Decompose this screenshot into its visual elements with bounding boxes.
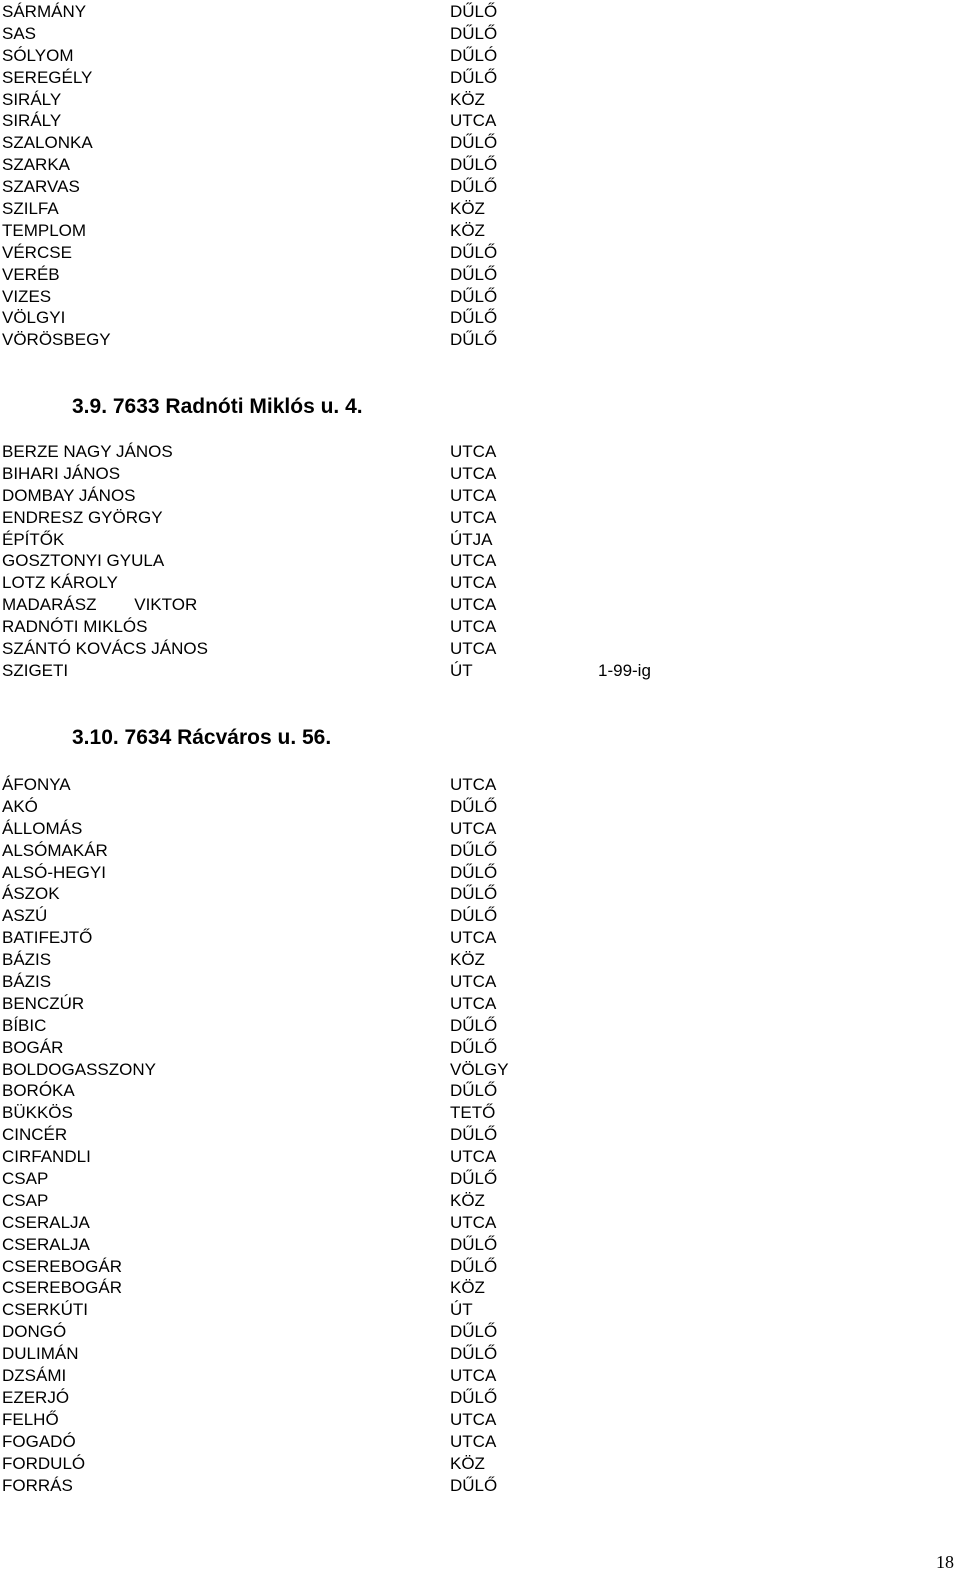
street-row [0, 286, 960, 308]
street-row [0, 638, 960, 660]
street-row [0, 1234, 960, 1256]
street-row [0, 572, 960, 594]
street-name: BORÓKA [2, 1081, 75, 1101]
street-type: DŰLŐ [450, 264, 498, 284]
street-row [0, 110, 960, 132]
street-name: ÁLLOMÁS [2, 818, 83, 838]
street-type: DŰLŐ [450, 23, 498, 43]
street-type: DŰLŐ [450, 177, 498, 197]
street-row [0, 905, 960, 927]
street-row [0, 1015, 960, 1037]
street-row [0, 198, 960, 220]
street-row [0, 1431, 960, 1453]
street-row [0, 441, 960, 463]
street-name: CSEREBOGÁR [2, 1256, 122, 1276]
street-name: VÉRCSE [2, 242, 72, 262]
street-row [0, 507, 960, 529]
street-name: SIRÁLY [2, 89, 62, 109]
street-name: ÉPÍTŐK [2, 529, 65, 549]
street-type: DŰLŐ [450, 1475, 498, 1495]
street-row [0, 1124, 960, 1146]
page-number: 18 [936, 1552, 954, 1572]
street-type: KÖZ [450, 1453, 485, 1473]
street-name: SZARVAS [2, 177, 80, 197]
street-type: UTCA [450, 775, 497, 794]
street-name: EZERJÓ [2, 1387, 70, 1407]
street-type: DŰLŐ [450, 286, 498, 306]
street-type: UTCA [450, 972, 497, 992]
street-type: UTCA [450, 993, 497, 1013]
street-type: DŰLÓ [450, 45, 498, 65]
street-name: CSAP [2, 1190, 49, 1210]
street-type: KÖZ [450, 1278, 485, 1298]
street-row [0, 1321, 960, 1343]
street-name: BATIFEJTŐ [2, 928, 93, 948]
street-type: UTCA [450, 551, 497, 571]
street-row [0, 89, 960, 111]
street-row [0, 1146, 960, 1168]
street-type: UTCA [450, 1212, 497, 1232]
street-name: FORRÁS [2, 1475, 73, 1495]
street-list-3-10 [0, 774, 960, 1496]
street-name: ALSÓ-HEGYI [2, 862, 106, 882]
street-type: UTCA [450, 928, 497, 948]
street-name: VERÉB [2, 264, 60, 284]
street-type: DŰLŐ [450, 1256, 498, 1276]
street-type: DŰLŐ [450, 862, 498, 882]
street-type: DŰLŐ [450, 308, 498, 328]
street-row [0, 176, 960, 198]
street-type: DŰLŐ [450, 884, 498, 904]
street-name: GOSZTONYI GYULA [2, 551, 165, 571]
street-row [0, 883, 960, 905]
street-name: BÁZIS [2, 950, 52, 970]
street-name: CSERALJA [2, 1212, 90, 1232]
street-type: DŰLŐ [450, 133, 498, 153]
street-row [0, 154, 960, 176]
street-row [0, 1080, 960, 1102]
street-type: DŰLŐ [450, 1344, 498, 1364]
street-name: TEMPLOM [2, 220, 87, 240]
street-type: DŰLŐ [450, 1125, 498, 1145]
street-name: FELHŐ [2, 1409, 59, 1429]
street-name: VÖRÖSBEGY [2, 330, 111, 350]
street-type: ÚTJA [450, 529, 493, 549]
street-row [0, 220, 960, 242]
street-row [0, 1059, 960, 1081]
street-type: KÖZ [450, 89, 485, 109]
street-type: DŰLŐ [450, 1387, 498, 1407]
street-name: BERZE NAGY JÁNOS [2, 442, 173, 461]
street-type: UTCA [450, 507, 497, 527]
street-name: ÁFONYA [2, 775, 71, 794]
street-name: ALSÓMAKÁR [2, 840, 108, 860]
street-type: DŰLŐ [450, 155, 498, 175]
street-name: DONGÓ [2, 1322, 67, 1342]
street-name: VIZES [2, 286, 52, 306]
street-row [0, 818, 960, 840]
street-row [0, 840, 960, 862]
street-row [0, 1343, 960, 1365]
street-type: UTCA [450, 818, 497, 838]
street-name: CIRFANDLI [2, 1147, 91, 1167]
street-name: CSEREBOGÁR [2, 1278, 122, 1298]
street-name: SZARKA [2, 155, 71, 175]
street-row [0, 1168, 960, 1190]
street-row [0, 949, 960, 971]
street-row [0, 1212, 960, 1234]
street-row [0, 1, 960, 23]
street-row [0, 1256, 960, 1278]
street-type: VÖLGY [450, 1059, 509, 1079]
street-row [0, 1475, 960, 1497]
section-heading-3-9: 3.9. 7633 Radnóti Miklós u. 4. [72, 395, 363, 418]
street-name: FOGADÓ [2, 1431, 76, 1451]
street-name: AKÓ [2, 796, 38, 816]
street-type: UTCA [450, 485, 497, 505]
street-type: ÚT [450, 1300, 473, 1320]
street-type: KÖZ [450, 1190, 485, 1210]
street-name: SÓLYOM [2, 45, 74, 65]
street-name: SZILFA [2, 199, 59, 219]
street-type: DŰLŐ [450, 1322, 498, 1342]
street-row [0, 1277, 960, 1299]
street-name: BIHARI JÁNOS [2, 463, 121, 483]
street-type: UTCA [450, 573, 497, 593]
street-row [0, 1453, 960, 1475]
street-name: MADARÁSZ VIKTOR [2, 595, 198, 615]
street-row [0, 485, 960, 507]
street-name: SZALONKA [2, 133, 93, 153]
street-row [0, 862, 960, 884]
street-row [0, 993, 960, 1015]
street-type: DŰLŐ [450, 1234, 498, 1254]
street-row [0, 927, 960, 949]
street-name: SEREGÉLY [2, 67, 93, 87]
street-row [0, 132, 960, 154]
street-type: DŰLŐ [450, 2, 498, 21]
street-name: FORDULÓ [2, 1453, 86, 1473]
street-type: UTCA [450, 1431, 497, 1451]
street-type: DŰLŐ [450, 796, 498, 816]
street-row [0, 796, 960, 818]
street-name: BENCZÚR [2, 993, 85, 1013]
street-row [0, 1102, 960, 1124]
street-row [0, 463, 960, 485]
street-name: CSERALJA [2, 1234, 90, 1254]
street-name: CINCÉR [2, 1125, 68, 1145]
street-row [0, 529, 960, 551]
street-type: UTCA [450, 639, 497, 659]
street-row [0, 550, 960, 572]
street-type: UTCA [450, 1409, 497, 1429]
street-type: UTCA [450, 1147, 497, 1167]
street-type: TETŐ [450, 1103, 496, 1123]
street-type: UTCA [450, 595, 497, 615]
street-type: KÖZ [450, 220, 485, 240]
street-type: KÖZ [450, 199, 485, 219]
street-name: SZIGETI [2, 660, 69, 680]
street-row [0, 660, 960, 682]
street-row [0, 23, 960, 45]
street-name: DULIMÁN [2, 1344, 79, 1364]
street-type: UTCA [450, 442, 497, 461]
street-row [0, 264, 960, 286]
street-type: ÚT [450, 660, 473, 680]
street-name: SZÁNTÓ KOVÁCS JÁNOS [2, 639, 208, 659]
street-type: UTCA [450, 111, 497, 131]
street-name: CSAP [2, 1169, 49, 1189]
street-type: DŰLŐ [450, 330, 498, 350]
street-row [0, 67, 960, 89]
street-name: RADNÓTI MIKLÓS [2, 617, 148, 637]
street-type: UTCA [450, 617, 497, 637]
street-name: CSERKÚTI [2, 1300, 88, 1320]
street-type: DŰLŐ [450, 242, 498, 262]
street-row [0, 1190, 960, 1212]
house-number-range: 1-99-ig [598, 660, 651, 680]
street-row [0, 594, 960, 616]
street-row [0, 1299, 960, 1321]
street-name: BOGÁR [2, 1037, 64, 1057]
street-row [0, 1365, 960, 1387]
street-name: BÍBIC [2, 1015, 47, 1035]
street-row [0, 774, 960, 796]
street-list-top [0, 1, 960, 351]
street-type: DŰLŐ [450, 840, 498, 860]
section-heading-3-10: 3.10. 7634 Rácváros u. 56. [72, 726, 332, 749]
street-type: DŰLŐ [450, 1169, 498, 1189]
street-name: BOLDOGASSZONY [2, 1059, 156, 1079]
street-row [0, 242, 960, 264]
street-name: SAS [2, 23, 37, 43]
street-type: DŰLŐ [450, 1081, 498, 1101]
street-row [0, 1387, 960, 1409]
street-name: VÖLGYI [2, 308, 66, 328]
street-row [0, 1409, 960, 1431]
street-type: DŰLŐ [450, 1015, 498, 1035]
street-list-3-9 [0, 441, 960, 682]
street-name: SIRÁLY [2, 111, 62, 131]
street-name: BÜKKÖS [2, 1103, 73, 1123]
street-name: BÁZIS [2, 972, 52, 992]
street-name: LOTZ KÁROLY [2, 573, 118, 593]
street-row [0, 1037, 960, 1059]
street-row [0, 616, 960, 638]
street-name: DZSÁMI [2, 1366, 67, 1386]
street-type: DŰLŐ [450, 1037, 498, 1057]
street-row [0, 45, 960, 67]
street-row [0, 307, 960, 329]
street-type: UTCA [450, 463, 497, 483]
street-row [0, 329, 960, 351]
street-row [0, 971, 960, 993]
street-name: SÁRMÁNY [2, 2, 87, 21]
street-name: DOMBAY JÁNOS [2, 485, 136, 505]
street-name: ÁSZOK [2, 884, 60, 904]
street-type: UTCA [450, 1366, 497, 1386]
street-name: ASZÚ [2, 906, 48, 926]
street-type: DÚLŐ [450, 906, 498, 926]
street-name: ENDRESZ GYÖRGY [2, 507, 163, 527]
street-type: KÖZ [450, 950, 485, 970]
street-type: DŰLŐ [450, 67, 498, 87]
